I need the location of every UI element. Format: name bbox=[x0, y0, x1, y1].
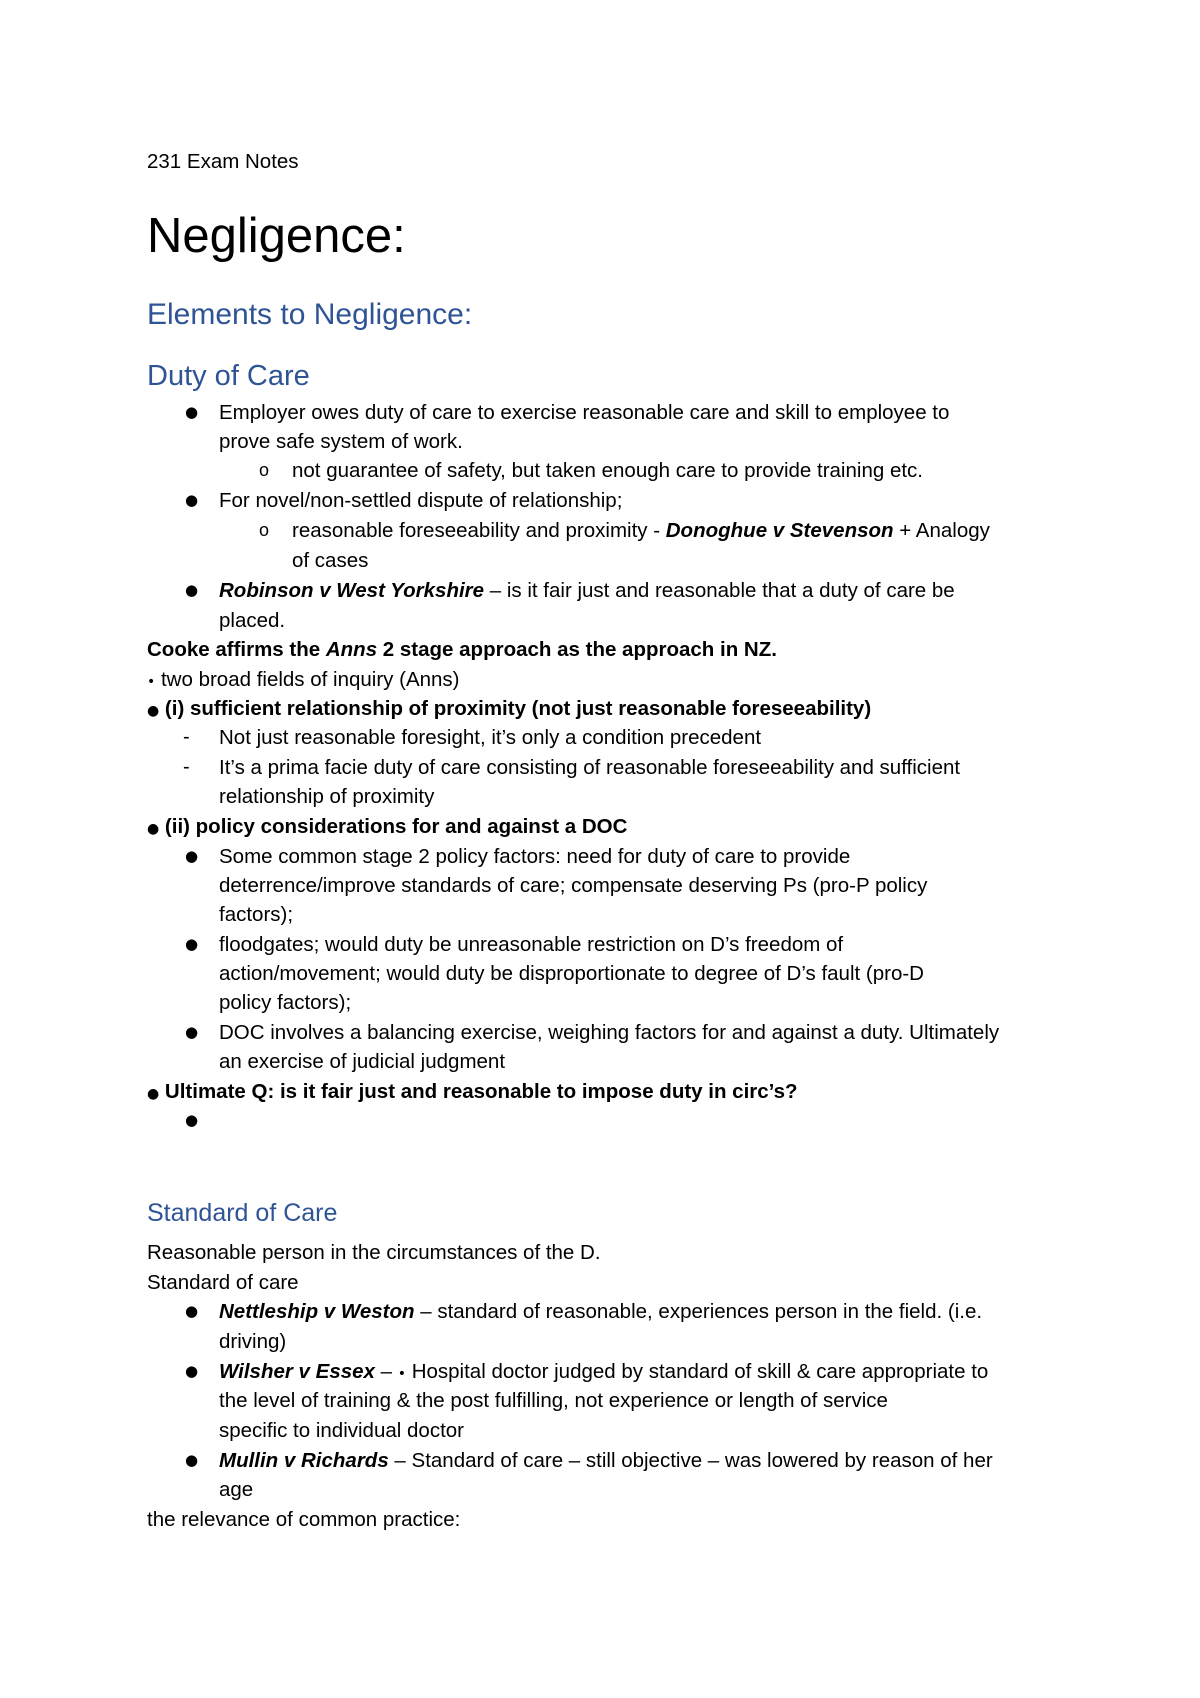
policy-3-line-2: an exercise of judicial judgment bbox=[219, 1050, 506, 1073]
policy-1-line-2: deterrence/improve standards of care; compensate deserving Ps (pro-P policy bbox=[219, 874, 928, 897]
case-name: Robinson v West Yorkshire bbox=[219, 579, 485, 602]
wilsher-line-1 bbox=[219, 1357, 988, 1389]
policy-1-line-1: Some common stage 2 policy factors: need for duty of care to provide bbox=[219, 845, 851, 868]
empty-bullet-icon: ● bbox=[185, 1111, 199, 1129]
wilsher-line-2: the level of training & the post fulfilling, not experience or length of service bbox=[219, 1389, 888, 1412]
text-run: + Analogy bbox=[893, 519, 990, 542]
bullet-icon: ● bbox=[185, 1302, 199, 1320]
inline-bullet-icon: • bbox=[147, 674, 156, 690]
heading-duty-of-care: Duty of Care bbox=[147, 360, 310, 392]
policy-3-line-1: DOC involves a balancing exercise, weighing factors for and against a duty. Ultimately bbox=[219, 1021, 1000, 1044]
case-name: Anns bbox=[325, 638, 378, 661]
mullin-line-1 bbox=[219, 1446, 993, 1475]
duty-sub-1: not guarantee of safety, but taken enough care to provide training etc. bbox=[292, 459, 923, 482]
case-name: Mullin v Richards bbox=[219, 1449, 389, 1472]
bullet-icon: ● bbox=[185, 491, 199, 509]
duty-bullet-3-line-1 bbox=[219, 576, 955, 605]
case-name: Wilsher v Essex bbox=[219, 1360, 375, 1383]
common-practice-line: the relevance of common practice: bbox=[147, 1508, 461, 1531]
inquiry-line bbox=[147, 665, 460, 697]
ultimate-question bbox=[147, 1077, 798, 1109]
heading-standard-of-care: Standard of Care bbox=[147, 1199, 338, 1227]
text-run: (i) sufficient relationship of proximity (not just reasonable foreseeability) bbox=[164, 697, 872, 720]
inline-bullet-icon: ● bbox=[147, 1086, 160, 1102]
bullet-icon: ● bbox=[185, 1023, 199, 1041]
case-name: Nettleship v Weston bbox=[219, 1300, 415, 1323]
policy-2-line-3: policy factors); bbox=[219, 991, 352, 1014]
text-run: – is it fair just and reasonable that a duty of care be bbox=[484, 579, 955, 602]
text-run: Hospital doctor judged by standard of skill & care appropriate to bbox=[406, 1360, 989, 1383]
policy-line bbox=[147, 812, 627, 844]
policy-1-line-3: factors); bbox=[219, 903, 294, 926]
duty-bullet-2: For novel/non-settled dispute of relationship; bbox=[219, 489, 623, 512]
policy-2-line-2: action/movement; would duty be disproportionate to degree of D’s fault (pro-D bbox=[219, 962, 924, 985]
bullet-icon: ● bbox=[185, 403, 199, 421]
circle-bullet-icon: o bbox=[259, 520, 270, 540]
bullet-icon: ● bbox=[185, 847, 199, 865]
proximity-line bbox=[147, 694, 871, 726]
dash-item-2-line-1: It’s a prima facie duty of care consisting of reasonable foreseeability and sufficient bbox=[219, 756, 961, 779]
text-run: reasonable foreseeability and proximity - bbox=[292, 519, 666, 542]
duty-sub-2-line-1 bbox=[292, 516, 990, 545]
bullet-icon: ● bbox=[185, 935, 199, 953]
wilsher-line-3: specific to individual doctor bbox=[219, 1419, 464, 1442]
heading-elements: Elements to Negligence: bbox=[147, 298, 473, 331]
nettleship-line-2: driving) bbox=[219, 1330, 287, 1353]
bullet-icon: ● bbox=[185, 1451, 199, 1469]
text-run: – bbox=[374, 1360, 398, 1383]
dash-marker-icon: - bbox=[183, 756, 190, 778]
dash-item-1: Not just reasonable foresight, it’s only a condition precedent bbox=[219, 726, 762, 749]
page-title: Negligence: bbox=[147, 209, 406, 263]
bullet-icon: ● bbox=[185, 581, 199, 599]
text-run: – Standard of care – still objective – was lowered by reason of her bbox=[388, 1449, 993, 1472]
mullin-line-2: age bbox=[219, 1478, 254, 1501]
bullet-icon: ● bbox=[185, 1362, 199, 1380]
text-run: two broad fields of inquiry (Anns) bbox=[160, 668, 460, 691]
text-run: 2 stage approach as the approach in NZ. bbox=[377, 638, 777, 661]
inline-bullet-icon: ● bbox=[147, 703, 160, 719]
duty-bullet-1-line-2: prove safe system of work. bbox=[219, 430, 463, 453]
inline-bullet-icon: ● bbox=[147, 821, 160, 837]
text-run: Ultimate Q: is it fair just and reasonable to impose duty in circ’s? bbox=[164, 1080, 798, 1103]
duty-bullet-3-line-2: placed. bbox=[219, 609, 286, 632]
policy-2-line-1: floodgates; would duty be unreasonable restriction on D’s freedom of bbox=[219, 933, 844, 956]
text-run: (ii) policy considerations for and against a DOC bbox=[164, 815, 628, 838]
text-run: Cooke affirms the bbox=[147, 638, 326, 661]
dash-item-2-line-2: relationship of proximity bbox=[219, 785, 435, 808]
duty-bullet-1-line-1: Employer owes duty of care to exercise reasonable care and skill to employee to bbox=[219, 401, 950, 424]
standard-line-2: Standard of care bbox=[147, 1271, 299, 1294]
standard-line-1: Reasonable person in the circumstances of the D. bbox=[147, 1241, 601, 1264]
cooke-line bbox=[147, 635, 777, 664]
inline-bullet-icon: • bbox=[397, 1366, 406, 1382]
circle-bullet-icon: o bbox=[259, 460, 270, 480]
case-name: Donoghue v Stevenson bbox=[665, 519, 894, 542]
nettleship-line-1 bbox=[219, 1297, 982, 1326]
duty-sub-2-line-2: of cases bbox=[292, 549, 369, 572]
document-label: 231 Exam Notes bbox=[147, 150, 299, 173]
dash-marker-icon: - bbox=[183, 726, 190, 748]
text-run: – standard of reasonable, experiences person in the field. (i.e. bbox=[414, 1300, 983, 1323]
